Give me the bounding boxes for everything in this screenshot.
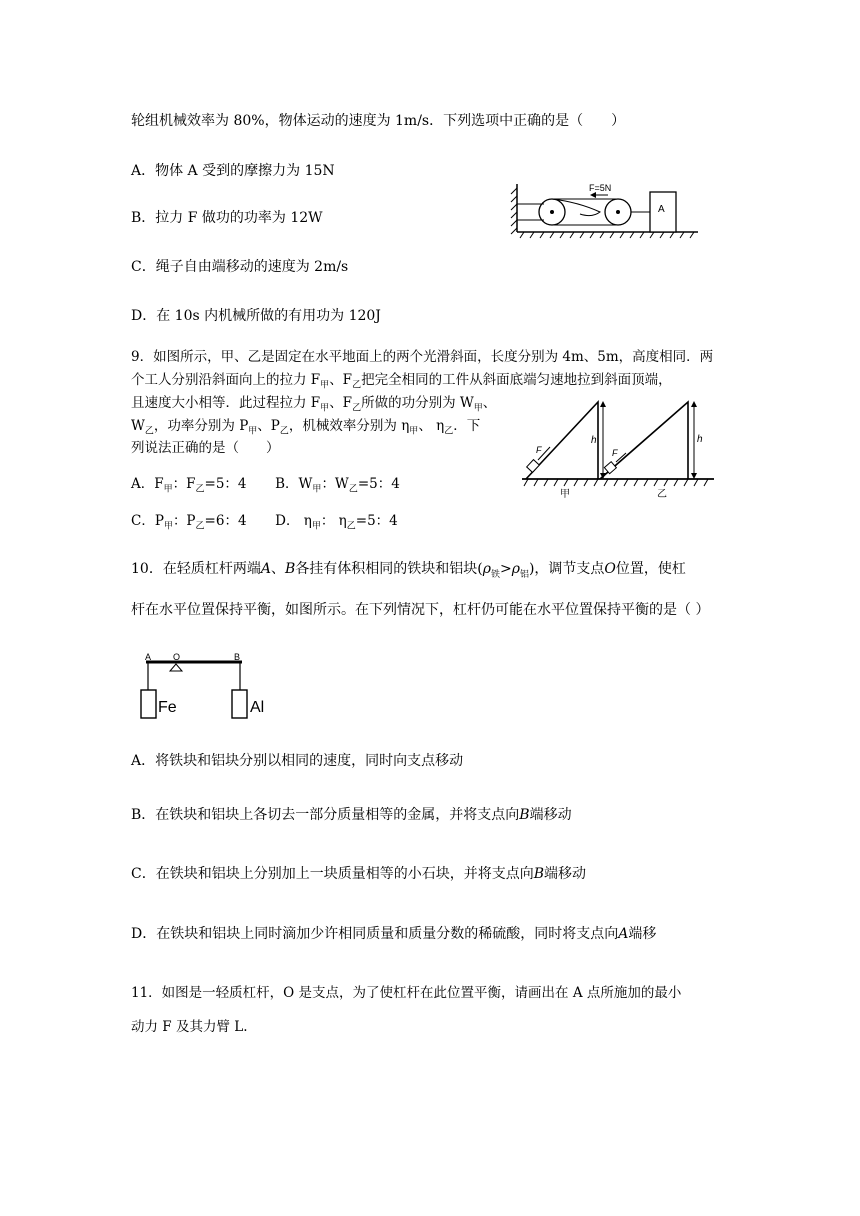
q9-line-4: $W_乙$，功率分别为 $P_甲$、$P_乙$，机械效率分别为 $\eta_甲$、 $\eta_乙$．下: [131, 418, 481, 437]
q8-block-label: A: [658, 204, 665, 215]
q9-options-row-1: [131, 474, 400, 500]
q10-option-b[interactable]: B．在铁块和铝块上各切去一部分质量相等的金属，并将支点向B端移动: [131, 807, 572, 823]
q10-line-1: 10．在轻质杠杆两端A、B各挂有体积相同的铁块和铝块$(\rho_铁>\rho_铝)$，调节支点O位置，使杠: [131, 561, 686, 580]
q8-option-d[interactable]: D．在 10s 内机械所做的有用功为 120J: [131, 308, 381, 324]
q10-line-2: 杆在水平位置保持平衡，如图所示。在下列情况下，杠杆仍可能在水平位置保持平衡的是（ ）: [131, 602, 710, 618]
q9-h-label-1: h: [591, 435, 597, 446]
q9-line-2: 个工人分别沿斜面向上的拉力 $F_甲$、$F_乙$把完全相同的工件从斜面底端匀速地拉到斜面顶端，: [131, 372, 672, 391]
q9-line-5: 列说法正确的是（ ）: [131, 440, 280, 456]
q10-option-d[interactable]: D．在铁块和铝块上同时滴加少许相同质量和质量分数的稀硫酸，同时将支点向A端移: [131, 926, 657, 942]
q9-options-row-2: [131, 511, 398, 537]
q9-line-1: 9．如图所示，甲、乙是固定在水平地面上的两个光滑斜面，长度分别为 4m、5m，高度相同．两: [131, 349, 714, 365]
q10-lever-figure: [136, 650, 286, 726]
q9-ground-jia: 甲: [560, 489, 570, 500]
q9-option-d[interactable]: D． $\eta_甲$： $\eta_乙=5$：4: [275, 513, 398, 532]
q8-pulley-figure: [508, 178, 704, 240]
q9-option-a[interactable]: A．$F_甲$：$F_乙=5$：4: [131, 476, 247, 495]
q9-line-3: 且速度大小相等．此过程拉力 $F_甲$、$F_乙$所做的功分别为 $W_甲$、: [131, 395, 497, 414]
q10-label-a: A: [145, 652, 152, 662]
q9-f2-label: F: [612, 448, 618, 458]
q8-option-c[interactable]: C．绳子自由端移动的速度为 2m/s: [131, 259, 349, 275]
q9-option-b[interactable]: B．$W_甲$：$W_乙=5$：4: [275, 476, 400, 495]
q10-label-o: O: [173, 652, 181, 662]
q10-option-c[interactable]: C．在铁块和铝块上分别加上一块质量相等的小石块，并将支点向B端移动: [131, 866, 587, 882]
q9-h-label-2: h: [697, 434, 703, 445]
q11-line-2: 动力 F 及其力臂 L.: [131, 1019, 248, 1035]
q10-label-al: Al: [250, 699, 265, 716]
q9-incline-figure: [516, 396, 716, 500]
q10-label-b: B: [234, 652, 241, 662]
q9-f1-label: F: [536, 445, 542, 455]
q9-ground-yi: 乙: [657, 489, 667, 500]
q10-option-a[interactable]: A．将铁块和铝块分别以相同的速度，同时向支点移动: [131, 753, 464, 769]
q11-line-1: 11．如图是一轻质杠杆，O 是支点，为了使杠杆在此位置平衡，请画出在 A 点所施加的最小: [131, 985, 682, 1001]
q8-option-b[interactable]: B．拉力 F 做功的功率为 12W: [131, 210, 323, 226]
q8-stem-tail: 轮组机械效率为 80%，物体运动的速度为 1m/s．下列选项中正确的是（ ）: [131, 113, 626, 129]
q10-label-fe: Fe: [158, 699, 177, 716]
q8-force-label: F=5N: [589, 183, 612, 193]
q8-option-a[interactable]: A．物体 A 受到的摩擦力为 15N: [131, 163, 335, 179]
q9-option-c[interactable]: C．$P_甲$：$P_乙=6$：4: [131, 513, 247, 532]
